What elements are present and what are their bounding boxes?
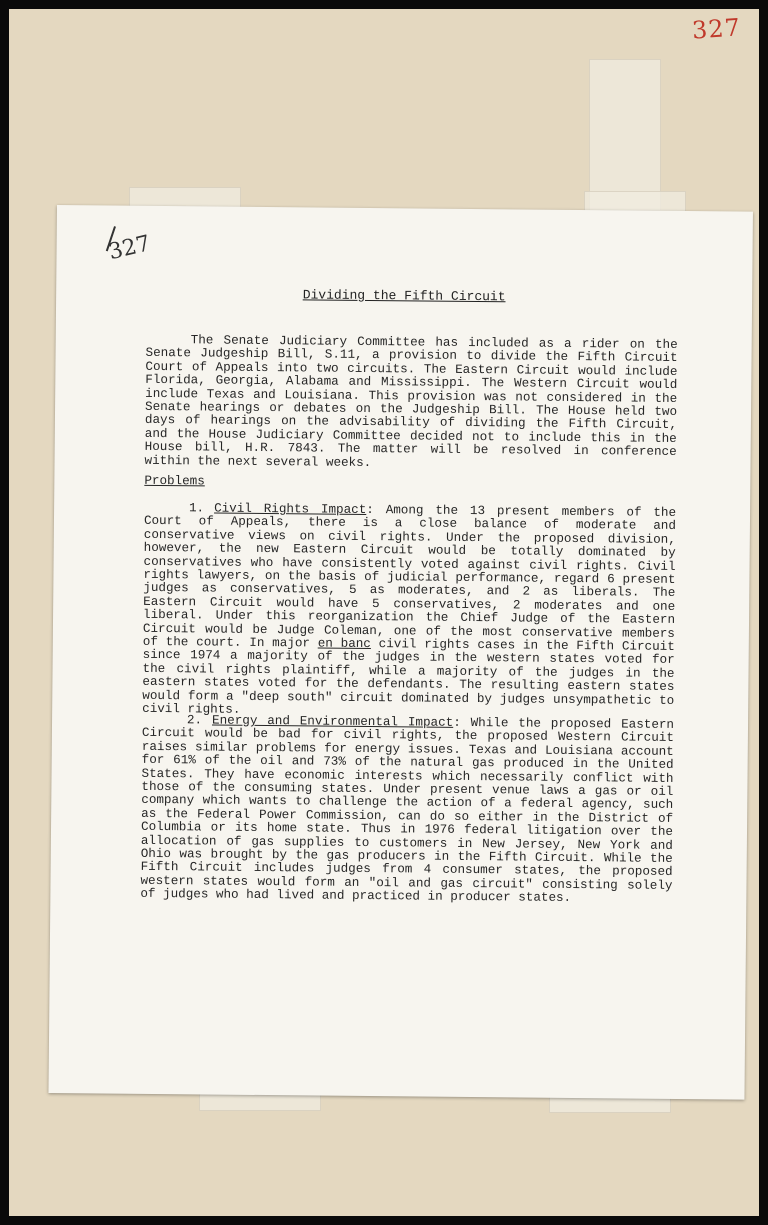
archive-backing-board xyxy=(9,9,759,1216)
section-heading-problems: Problems xyxy=(144,473,205,489)
problem-item-civil-rights: 1. Civil Rights Impact: Among the 13 present members of the Court of Appeals, there is a close balance of moderate and conservative views on civil rights. Under the proposed division, however, the new Eastern Circuit would be totally dominated by conservatives who have consistently voted against civil rights. Civil rights lawyers, on the basis of judicial performance, regard 6 present judges as conservatives, 5 as moderates, and 2 as liberals. The Eastern Circuit would have 5 conservatives, 2 moderates and one liberal. Under this reorganization the Chief Judge of the Eastern Circuit would be Judge Coleman, one of the most conservative members of the court. In major en banc civil rights cases in the Fifth Circuit since 1974 a majority of the judges in the western states voted for the civil rights plaintiff, while a majority of the judges in the eastern states voted for the defendants. The resulting eastern states would form a "deep south" circuit dominated by judges unsympathetic to civil rights. xyxy=(142,501,677,717)
intro-paragraph: The Senate Judiciary Committee has included as a rider on the Senate Judgeship Bill, S.11, a provision to divide the Fifth Circuit Court of Appeals into two circuits. The Eastern Circuit would include Florida, Georgia, Alabama and Mississippi. The Western Circuit would include Texas and Louisiana. This provision was not considered in the Senate hearings or debates on the Judgeship Bill. The House held two days of hearings on the advisability of dividing the Fifth Circuit, and the House Judiciary Committee decided not to include this in the House bill, H.R. 7843. The matter will be resolved in conference within the next several weeks. xyxy=(144,333,678,470)
item-number: 2. xyxy=(186,713,203,728)
item-number: 1. xyxy=(188,501,205,516)
tape-strip-top-right xyxy=(589,59,661,211)
handwritten-page-mark: 327 xyxy=(106,231,153,265)
item-heading: Civil Rights Impact xyxy=(214,501,367,517)
folder-number: 327 xyxy=(691,13,742,45)
en-banc-emphasis: en banc xyxy=(317,636,371,652)
memo-page xyxy=(48,205,752,1100)
problem-item-energy: 2. Energy and Environmental Impact: While the proposed Eastern Circuit would be bad for civil rights, the proposed Western Circuit raises similar problems for energy issues. Texas and Louisiana account for 61% of the oil and 73% of the natural gas produced in the United States. They have economic interests which necessarily conflict with those of the consuming states. Under present venue laws a gas or oil company which wants to challenge the action of a federal agency, such as the Federal Power Commission, can do so either in the District of Columbia or its home state. Thus in 1976 federal litigation over the allocation of gas supplies to customers in New Jersey, New York and Ohio was brought by the gas producers in the Fifth Circuit. While the Fifth Circuit includes judges from 4 consumer states, the proposed western states would form an "oil and gas circuit" consisting solely of judges who had lived and practiced in producer states. xyxy=(140,713,675,906)
document-title: Dividing the Fifth Circuit xyxy=(302,287,506,305)
item-heading: Energy and Environmental Impact xyxy=(211,713,454,730)
